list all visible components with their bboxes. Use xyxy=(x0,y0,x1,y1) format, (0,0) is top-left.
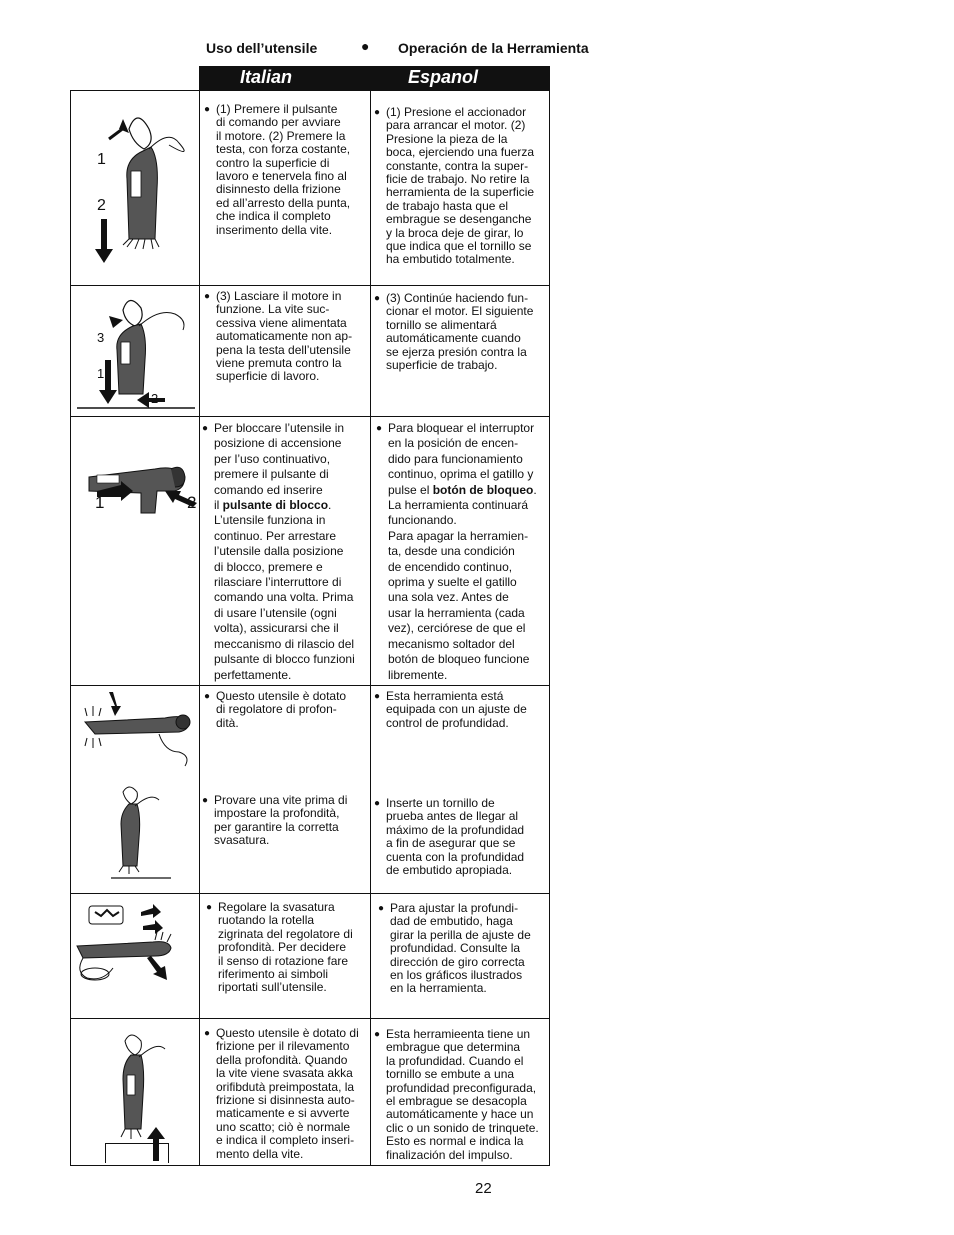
line: Para bloquear el interruptor xyxy=(388,421,535,435)
line: a fin de asegurar que se xyxy=(386,836,516,851)
line: frizione si disinnesta auto- xyxy=(216,1093,355,1108)
bullet-icon: ● xyxy=(378,903,385,914)
instruction-row xyxy=(71,1019,549,1165)
line: Para ajustar la profundi- xyxy=(390,901,519,915)
line: impostare la profondità, xyxy=(214,806,340,821)
instruction-row xyxy=(71,417,549,686)
line: ta, desde una condición xyxy=(388,544,515,559)
line: di blocco, premere e xyxy=(214,559,323,574)
line: Inserte un tornillo de xyxy=(386,796,495,810)
driver-feed-illustration xyxy=(75,290,197,414)
line: la vite viene svasata akka xyxy=(216,1066,353,1081)
line: Presione la pieza de la xyxy=(386,131,508,146)
language-bar xyxy=(199,66,550,90)
line: Questo utensile è dotato di xyxy=(216,1026,359,1040)
bullet-icon: ● xyxy=(202,795,209,806)
spanish-text-cell xyxy=(371,686,549,893)
work-surface xyxy=(105,1143,169,1163)
line: il pulsante di blocco. xyxy=(214,498,332,513)
line: tornillo se embute a una xyxy=(386,1067,515,1082)
line: La herramienta continuará xyxy=(388,498,529,513)
spanish-text-cell xyxy=(371,417,549,685)
line: profundidad. Consulte la xyxy=(390,941,521,956)
line: comando ed inserire xyxy=(214,482,323,497)
line: girar la perilla de ajuste de xyxy=(390,927,531,942)
line: funcionando. xyxy=(388,513,457,528)
line: máximo de la profundidad xyxy=(386,822,525,837)
line: uno scatto; ciò è normale xyxy=(216,1119,351,1134)
line: volta), assicurarsi che il xyxy=(214,621,339,636)
line: constante, contra la super- xyxy=(386,158,529,173)
lock-button-term: botón de bloqueo xyxy=(432,482,534,497)
spanish-paragraph xyxy=(374,797,549,877)
spanish-text-cell xyxy=(371,894,549,1018)
line: mecanismo soltador del xyxy=(388,636,515,651)
line: cessiva viene alimentata xyxy=(216,315,347,330)
line: disinnesto della frizione xyxy=(216,182,341,197)
line: e indica il completo inseri- xyxy=(216,1133,355,1148)
line: herramienta de la superficie xyxy=(386,185,535,200)
callout-number: 2 xyxy=(187,493,197,512)
line: pulsante di blocco funzioni xyxy=(214,652,355,667)
bullet-icon: ● xyxy=(206,902,213,913)
line: en la herramienta. xyxy=(390,981,487,996)
header-separator: ● xyxy=(361,38,370,54)
line: Provare una vite prima di xyxy=(214,793,348,807)
lock-button-illustration xyxy=(75,457,199,527)
driver-front-press-illustration xyxy=(89,99,195,279)
illustration-cell xyxy=(71,894,200,1018)
line: ed all’arresto della punta, xyxy=(216,195,351,210)
callout-number: 1 xyxy=(97,151,106,168)
line: Per bloccare l’utensile in xyxy=(214,421,345,435)
line: Esta herramieenta tiene un xyxy=(386,1027,531,1041)
italian-paragraph xyxy=(202,421,370,683)
bullet-icon: ● xyxy=(374,1029,381,1040)
line: orifibdutà preimpostata, la xyxy=(216,1079,355,1094)
depth-adjust-horizontal-illustration xyxy=(75,692,197,772)
depth-dial-illustration xyxy=(73,902,197,992)
line: dità. xyxy=(216,715,239,730)
line: della profondità. Quando xyxy=(216,1052,348,1067)
line: contro la superficie di xyxy=(216,155,330,170)
line: meccanismo di rilascio del xyxy=(214,636,355,651)
line: usar la herramienta (cada xyxy=(388,605,525,620)
line: continuo, oprima el gatillo y xyxy=(388,467,534,482)
callout-number: 1 xyxy=(97,366,105,381)
line: pena la testa dell’utensile xyxy=(216,342,351,357)
line: (1) Premere il pulsante xyxy=(216,102,338,116)
line: per garantire la corretta xyxy=(214,819,339,834)
line: botón de bloqueo funcione xyxy=(388,652,530,667)
depth-test-vertical-illustration xyxy=(105,782,177,890)
line: se ejerza presión contra la xyxy=(386,344,527,359)
line: una sola vez. Antes de xyxy=(388,590,509,605)
line: l’utensile dalla posizione xyxy=(214,544,344,559)
line: di usare l’utensile (ogni xyxy=(214,605,337,620)
italian-paragraph xyxy=(204,1027,370,1161)
spanish-paragraph xyxy=(376,421,549,683)
italian-text-cell xyxy=(200,894,371,1018)
bullet-icon: ● xyxy=(202,423,209,434)
line: finalización del impulso. xyxy=(386,1147,513,1162)
callout-number: 1 xyxy=(95,493,105,512)
spanish-text-cell xyxy=(371,91,549,285)
line: funzione. La vite suc- xyxy=(216,302,330,317)
illustration-cell xyxy=(71,91,200,285)
line: ha embutido totalmente. xyxy=(386,252,515,267)
line: ruotando la rotella xyxy=(218,913,315,928)
bullet-icon: ● xyxy=(204,104,211,115)
line: libremente. xyxy=(388,667,448,682)
line: dad de embutido, haga xyxy=(390,914,513,929)
line: profundidad preconfigurada, xyxy=(386,1080,537,1095)
line: L’utensile funziona in xyxy=(214,513,326,528)
bullet-icon: ● xyxy=(374,293,381,304)
line: viene premuta contro la xyxy=(216,356,342,371)
instruction-row xyxy=(71,894,549,1019)
line: riportati sull’utensile. xyxy=(218,980,327,995)
line: la profundidad. Cuando el xyxy=(386,1053,524,1068)
line: automaticamente non ap- xyxy=(216,329,353,344)
line: clic o un sonido de trinquete. xyxy=(386,1120,539,1135)
spanish-text-cell xyxy=(371,286,549,416)
spanish-paragraph xyxy=(378,902,549,996)
spanish-paragraph xyxy=(374,1028,549,1162)
line: frizione per il rilevamento xyxy=(216,1039,350,1054)
line: il senso di rotazione fare xyxy=(218,953,349,968)
header-title-italian: Uso dell’utensile xyxy=(206,40,318,56)
page-number: 22 xyxy=(475,1180,492,1197)
line: para arrancar el motor. (2) xyxy=(386,118,526,133)
line: embrague se desenganche xyxy=(386,212,532,227)
line: control de profundidad. xyxy=(386,715,509,730)
line: embrague que determina xyxy=(386,1040,521,1055)
line: svasatura. xyxy=(214,833,270,848)
spanish-paragraph xyxy=(374,106,549,267)
callout-number: 2 xyxy=(97,197,106,214)
line: superficie de trabajo. xyxy=(386,358,498,373)
line: en los gráficos ilustrados xyxy=(390,968,523,983)
line: (1) Presione el accionador xyxy=(386,105,527,119)
line: de embutido apropiada. xyxy=(386,863,513,878)
line: riferimento ai simboli xyxy=(218,967,329,982)
italian-paragraph xyxy=(206,901,370,995)
line: boca, ejerciendo una fuerza xyxy=(386,145,535,160)
line: Regolare la svasatura xyxy=(218,900,335,914)
line: pulse el botón de bloqueo. xyxy=(388,482,537,497)
line: cionar el motor. El siguiente xyxy=(386,304,534,319)
line: (3) Lasciare il motore in xyxy=(216,289,342,303)
italian-text-cell xyxy=(200,91,371,285)
spanish-paragraph xyxy=(374,292,549,372)
line: continuo. Per arrestare xyxy=(214,528,337,543)
spanish-text-cell xyxy=(371,1019,549,1165)
line: en la posición de encen- xyxy=(388,436,519,451)
illustration-cell xyxy=(71,417,200,685)
instruction-row xyxy=(71,286,549,417)
bullet-icon: ● xyxy=(204,691,211,702)
spanish-paragraph xyxy=(374,690,549,730)
line: testa, con forza costante, xyxy=(216,142,351,157)
italian-paragraph xyxy=(204,103,370,237)
line: Esto es normal e indica la xyxy=(386,1134,524,1149)
italian-paragraph xyxy=(204,690,370,730)
line: que indica que el tornillo se xyxy=(386,239,532,254)
line: inserimento della vite. xyxy=(216,222,333,237)
line: vez), cerciórese de que el xyxy=(388,621,526,636)
line: tornillo se alimentará xyxy=(386,317,497,332)
instruction-row xyxy=(71,686,549,894)
line: rilasciare l’interruttore di xyxy=(214,575,342,590)
line: dirección de giro correcta xyxy=(390,954,525,969)
line: y la broca deje de girar, lo xyxy=(386,225,524,240)
italian-text-cell xyxy=(200,417,371,685)
line: il motore. (2) Premere la xyxy=(216,128,346,143)
line: el embrague se desacopla xyxy=(386,1094,527,1109)
italian-text-cell xyxy=(200,286,371,416)
illustration-cell xyxy=(71,1019,200,1165)
italian-text-cell xyxy=(200,1019,371,1165)
line: zigrinata del regolatore di xyxy=(218,926,353,941)
line: (3) Continúe haciendo fun- xyxy=(386,291,529,305)
line: che indica il completo xyxy=(216,209,331,224)
italian-paragraph xyxy=(204,290,370,384)
line: equipada con un ajuste de xyxy=(386,702,527,717)
line: Questo utensile è dotato xyxy=(216,689,347,703)
callout-number: 2 xyxy=(151,391,159,406)
line: de trabajo hasta que el xyxy=(386,198,509,213)
line: cuenta con la profundidad xyxy=(386,849,525,864)
line: posizione di accensione xyxy=(214,436,342,451)
illustration-cell xyxy=(71,686,200,893)
bullet-icon: ● xyxy=(204,291,211,302)
line: ficie de trabajo. No retire la xyxy=(386,172,530,187)
lock-button-term: pulsante di blocco xyxy=(222,498,329,513)
line: automáticamente y hace un xyxy=(386,1107,534,1122)
line: mento della vite. xyxy=(216,1146,304,1161)
line: per l’uso continuativo, xyxy=(214,451,331,466)
language-label-spanish: Espanol xyxy=(408,67,479,87)
language-label-italian: Italian xyxy=(240,67,293,87)
line: lavoro e tenervela fino al xyxy=(216,169,347,184)
line: oprima y suelte el gatillo xyxy=(388,575,517,590)
bullet-icon: ● xyxy=(376,423,383,434)
bullet-icon: ● xyxy=(374,691,381,702)
line: dido para funcionamiento xyxy=(388,451,523,466)
line: comando una volta. Prima xyxy=(214,590,354,605)
callout-number: 3 xyxy=(97,330,105,345)
line: premere il pulsante di xyxy=(214,467,329,482)
illustration-cell xyxy=(71,286,200,416)
instruction-table xyxy=(70,90,550,1166)
bullet-icon: ● xyxy=(374,107,381,118)
line: Para apagar la herramien- xyxy=(388,528,529,543)
italian-paragraph xyxy=(202,794,370,848)
line: Esta herramienta está xyxy=(386,689,504,703)
italian-text-cell xyxy=(200,686,371,893)
line: prueba antes de llegar al xyxy=(386,809,519,824)
header-title-spanish: Operación de la Herramienta xyxy=(398,40,589,56)
bullet-icon: ● xyxy=(374,798,381,809)
line: superficie di lavoro. xyxy=(216,369,320,384)
line: perfettamente. xyxy=(214,667,292,682)
line: maticamente e si avverte xyxy=(216,1106,350,1121)
line: automáticamente cuando xyxy=(386,331,521,346)
line: de encendido continuo, xyxy=(388,559,513,574)
line: di comando per avviare xyxy=(216,115,341,130)
line: profondità. Per decidere xyxy=(218,940,347,955)
bullet-icon: ● xyxy=(204,1028,211,1039)
line: di regolatore di profon- xyxy=(216,702,337,717)
instruction-row xyxy=(71,91,549,286)
